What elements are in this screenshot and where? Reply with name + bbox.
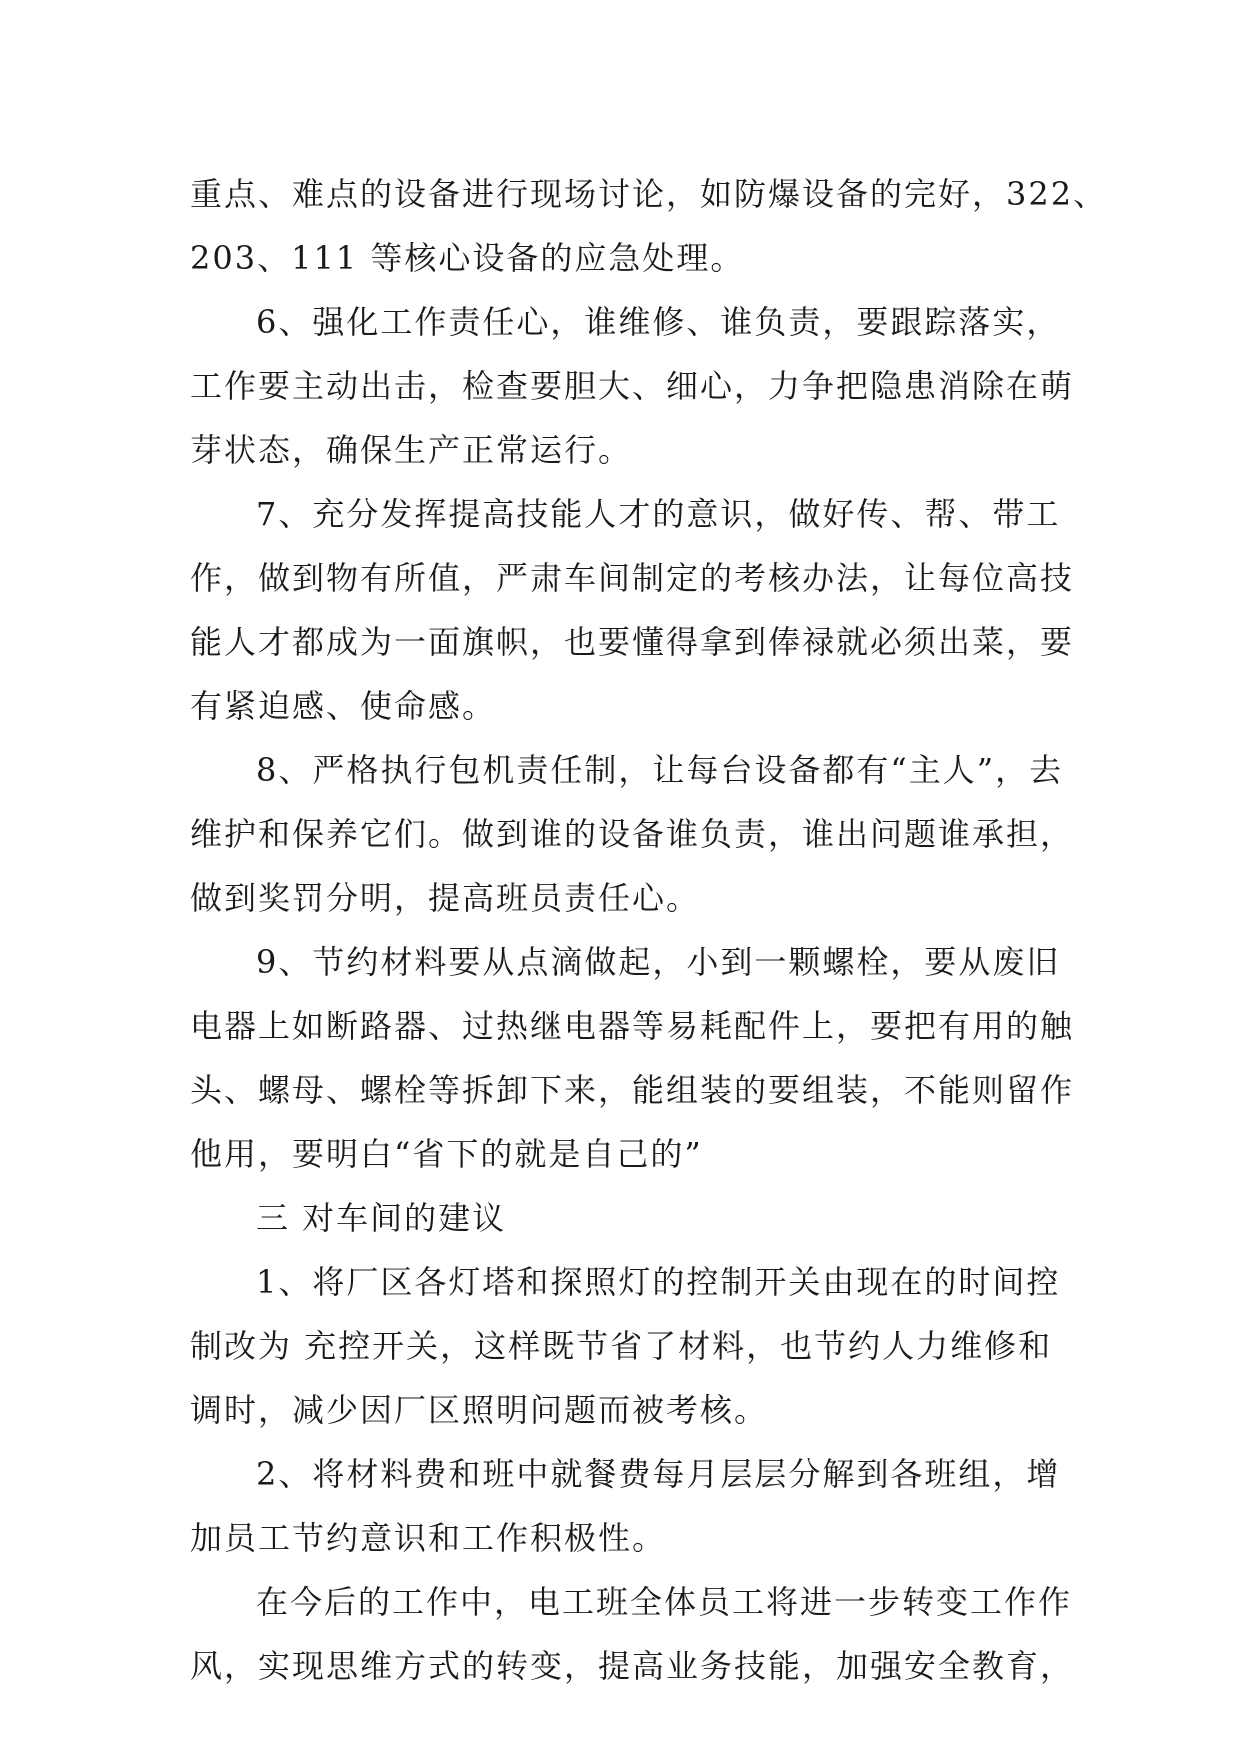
text-line: 重点、难点的设备进行现场讨论，如防爆设备的完好，322、 bbox=[190, 175, 1108, 213]
text-line: 有紧迫感、使命感。 bbox=[190, 687, 497, 725]
text-line: 在今后的工作中，电工班全体员工将进一步转变工作作 bbox=[256, 1583, 1073, 1621]
text-line: 9、节约材料要从点滴做起，小到一颗螺栓，要从废旧 bbox=[256, 943, 1061, 981]
text-line: 维护和保养它们。做到谁的设备谁负责，谁出问题谁承担， bbox=[190, 815, 1075, 853]
text-line: 调时，减少因厂区照明问题而被考核。 bbox=[190, 1391, 769, 1429]
text-line: 2、将材料费和班中就餐费每月层层分解到各班组，增 bbox=[256, 1455, 1061, 1493]
text-line: 做到奖罚分明，提高班员责任心。 bbox=[190, 879, 701, 917]
text-line: 风，实现思维方式的转变，提高业务技能，加强安全教育， bbox=[190, 1647, 1075, 1685]
body-text bbox=[190, 162, 1108, 1698]
text-line: 1、将厂区各灯塔和探照灯的控制开关由现在的时间控 bbox=[256, 1263, 1061, 1301]
text-line: 作，做到物有所值，严肃车间制定的考核办法，让每位高技 bbox=[190, 559, 1075, 597]
text-line: 电器上如断路器、过热继电器等易耗配件上，要把有用的触 bbox=[190, 1007, 1075, 1045]
text-line: 工作要主动出击，检查要胆大、细心，力争把隐患消除在萌 bbox=[190, 367, 1075, 405]
text-line: 6、强化工作责任心，谁维修、谁负责，要跟踪落实， bbox=[256, 303, 1061, 341]
text-line: 芽状态，确保生产正常运行。 bbox=[190, 431, 633, 469]
text-line: 203、111 等核心设备的应急处理。 bbox=[190, 239, 745, 277]
section-heading: 三 对车间的建议 bbox=[256, 1199, 507, 1237]
text-line: 能人才都成为一面旗帜，也要懂得拿到俸禄就必须出菜，要 bbox=[190, 623, 1075, 661]
text-line: 他用，要明白“省下的就是自己的” bbox=[190, 1135, 703, 1173]
text-line: 8、严格执行包机责任制，让每台设备都有“主人”，去 bbox=[256, 751, 1064, 789]
text-line: 头、螺母、螺栓等拆卸下来，能组装的要组装，不能则留作 bbox=[190, 1071, 1075, 1109]
text-line: 加员工节约意识和工作积极性。 bbox=[190, 1519, 667, 1557]
text-line: 7、充分发挥提高技能人才的意识，做好传、帮、带工 bbox=[256, 495, 1061, 533]
text-line: 制改为 充控开关，这样既节省了材料，也节约人力维修和 bbox=[190, 1327, 1053, 1365]
